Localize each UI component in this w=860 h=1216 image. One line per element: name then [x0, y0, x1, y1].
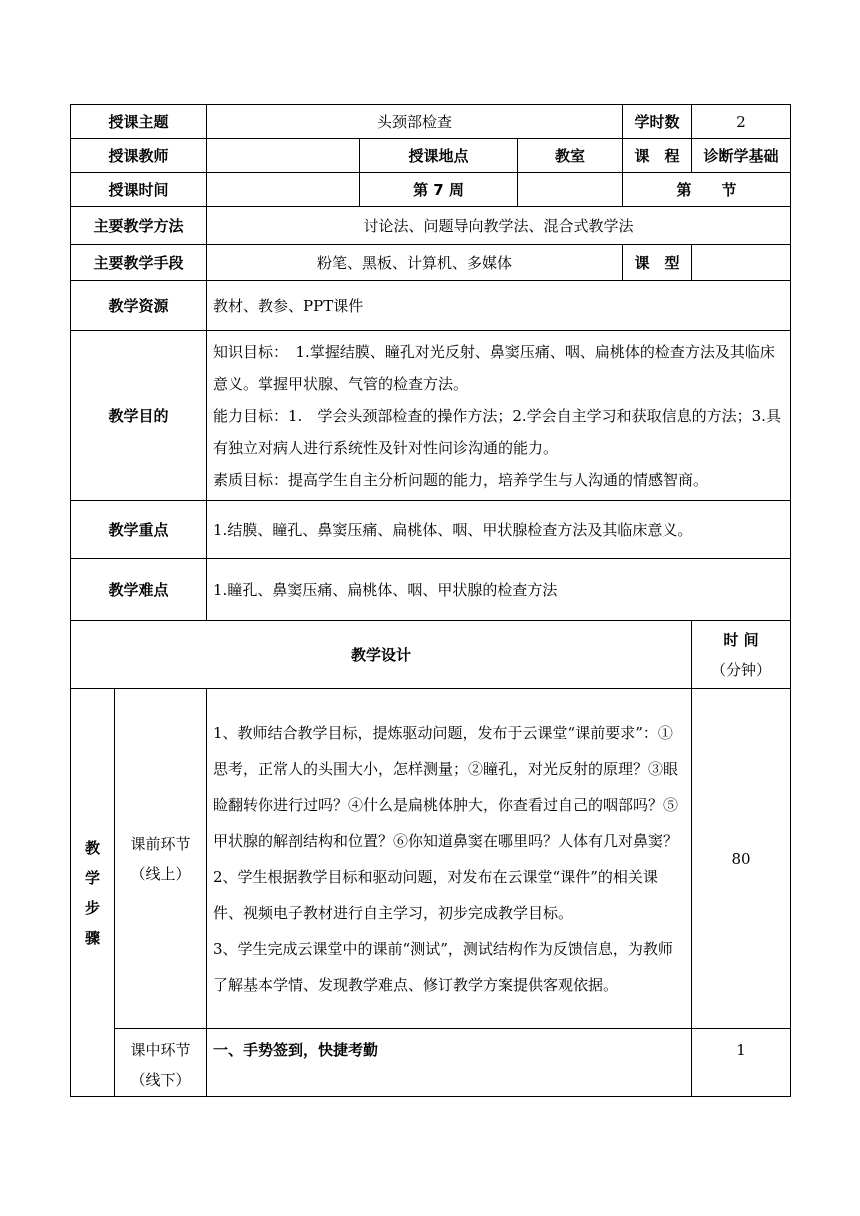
topic-label: 授课主题	[71, 105, 207, 139]
row-method	[71, 207, 791, 245]
section-value: 第 节	[623, 173, 791, 207]
place-value: 教室	[518, 139, 623, 173]
resource-label: 教学资源	[71, 281, 207, 331]
type-label: 课 型	[623, 245, 692, 281]
in-stage-mode: （线下）	[130, 1071, 191, 1089]
goals-label: 教学目的	[71, 331, 207, 501]
course-value: 诊断学基础	[692, 139, 791, 173]
in-stage-label: 课中环节	[130, 1041, 191, 1059]
week-value: 第 7 周	[360, 173, 518, 207]
goals-content	[207, 331, 791, 501]
row-resource	[71, 281, 791, 331]
pre-minutes: 80	[692, 689, 791, 1029]
hours-value: 2	[692, 105, 791, 139]
steps-char-2: 学	[84, 868, 100, 887]
method-value: 讨论法、问题导向教学法、混合式教学法	[207, 207, 791, 245]
row-time	[71, 173, 791, 207]
pre-item-3: 3、学生完成云课堂中的课前“测试”，测试结构作为反馈信息，为教师了解基本学情、发现教学难点、修订教学方案提供客观依据。	[213, 939, 673, 994]
design-time-header	[692, 621, 791, 689]
row-goals	[71, 331, 791, 501]
steps-char-3: 步	[84, 898, 100, 917]
course-label: 课 程	[623, 139, 692, 173]
row-difficulty	[71, 559, 791, 621]
pre-stage-cell	[115, 689, 207, 1029]
pre-stage-label: 课前环节	[130, 834, 191, 853]
in-stage-cell	[115, 1029, 207, 1097]
row-means	[71, 245, 791, 281]
teacher-value	[207, 139, 360, 173]
place-label: 授课地点	[360, 139, 518, 173]
means-label: 主要教学手段	[71, 245, 207, 281]
difficulty-value: 1.瞳孔、鼻窦压痛、扁桃体、咽、甲状腺的检查方法	[207, 559, 791, 621]
row-focus	[71, 501, 791, 559]
teacher-label: 授课教师	[71, 139, 207, 173]
pre-item-2: 2、学生根据教学目标和驱动问题，对发布在云课堂“课件”的相关课件、视频电子教材进行自主学习，初步完成教学目标。	[213, 867, 658, 922]
pre-stage-mode: （线上）	[130, 864, 191, 883]
method-label: 主要教学方法	[71, 207, 207, 245]
steps-char-4: 骤	[84, 928, 100, 947]
steps-side-label	[71, 689, 115, 1097]
row-design	[71, 621, 791, 689]
design-time-unit: （分钟）	[711, 660, 772, 679]
row-teacher	[71, 139, 791, 173]
hours-label: 学时数	[623, 105, 692, 139]
lesson-plan-table	[70, 104, 791, 1097]
topic-value: 头颈部检查	[207, 105, 623, 139]
difficulty-label: 教学难点	[71, 559, 207, 621]
row-in-class	[71, 1029, 791, 1097]
focus-value: 1.结膜、瞳孔、鼻窦压痛、扁桃体、咽、甲状腺检查方法及其临床意义。	[207, 501, 791, 559]
pre-item-1: 1、教师结合教学目标，提炼驱动问题，发布于云课堂“课前要求”：①思考，正常人的头围大小，怎样测量；②瞳孔，对光反射的原理？③眼睑翻转你进行过吗？④什么是扁桃体肿大，你查看过自己的咽部吗？⑤甲状腺的解剖结构和位置？⑥你知道鼻窦在哪里吗？人体有几对鼻窦？	[213, 723, 679, 850]
resource-value: 教材、教参、PPT课件	[207, 281, 791, 331]
row-topic	[71, 105, 791, 139]
design-label: 教学设计	[71, 621, 692, 689]
goal-quality: 素质目标：提高学生自主分析问题的能力，培养学生与人沟通的情感智商。	[213, 470, 709, 489]
design-time-label: 时 间	[723, 630, 759, 649]
row-pre-class	[71, 689, 791, 1029]
time-value	[207, 173, 360, 207]
in-minutes: 1	[692, 1029, 791, 1097]
time-blank	[518, 173, 623, 207]
time-label: 授课时间	[71, 173, 207, 207]
in-item-1: 一、手势签到，快捷考勤	[207, 1029, 692, 1097]
steps-char-1: 教	[84, 838, 100, 857]
pre-stage-content	[207, 689, 692, 1029]
goal-knowledge: 知识目标： 1.掌握结膜、瞳孔对光反射、鼻窦压痛、咽、扁桃体的检查方法及其临床意义。掌握甲状腺、气管的检查方法。	[213, 342, 775, 393]
focus-label: 教学重点	[71, 501, 207, 559]
type-value	[692, 245, 791, 281]
goal-ability: 能力目标：1. 学会头颈部检查的操作方法；2.学会自主学习和获取信息的方法；3.具有独立对病人进行系统性及针对性问诊沟通的能力。	[213, 406, 781, 457]
means-value: 粉笔、黑板、计算机、多媒体	[207, 245, 623, 281]
